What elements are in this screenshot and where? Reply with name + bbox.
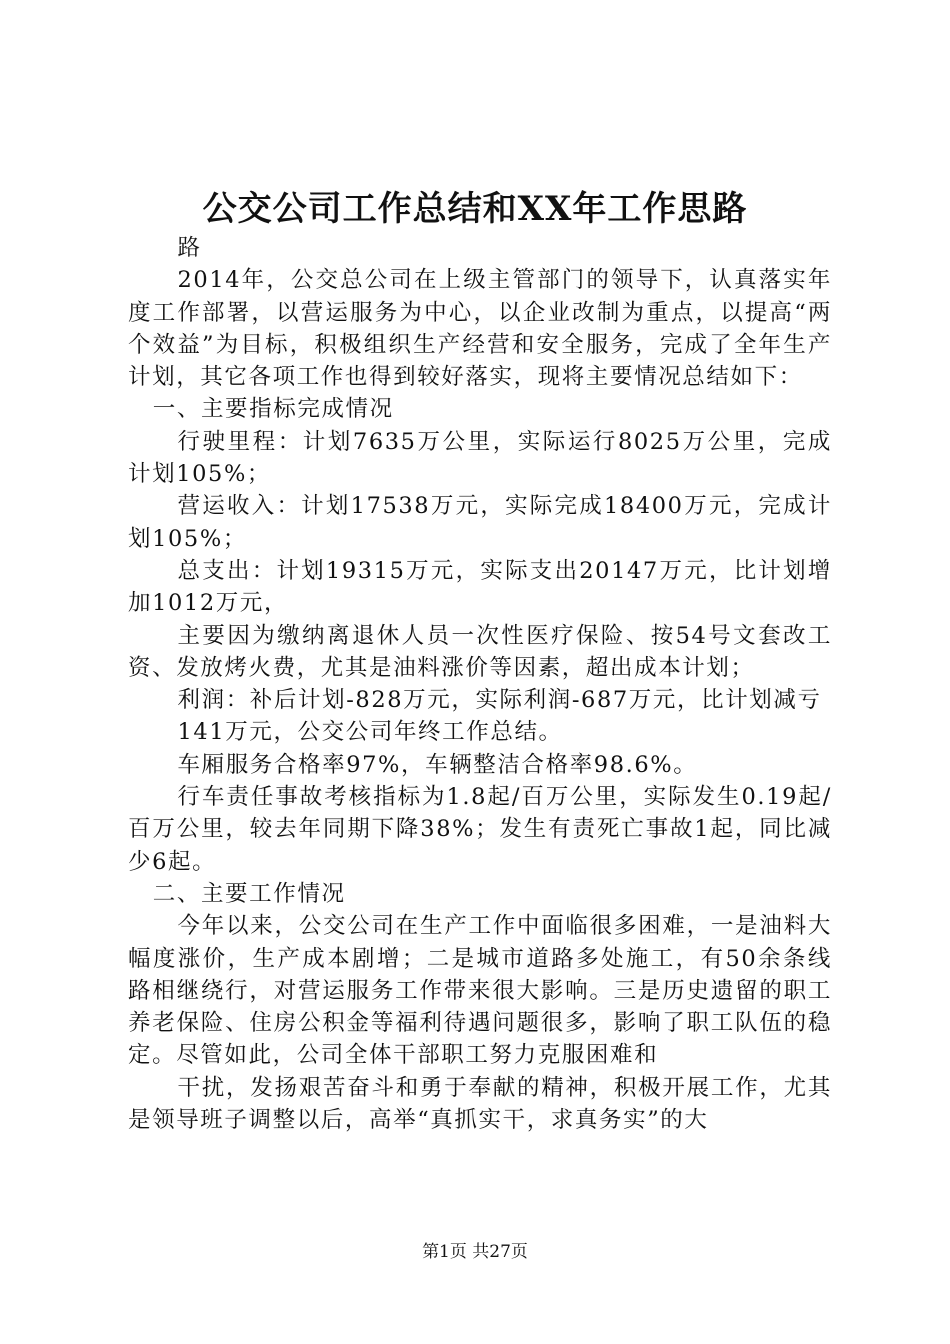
section-heading: 二、主要工作情况: [152, 880, 346, 907]
paragraph: 路: [177, 235, 202, 261]
document-body: [128, 232, 832, 1136]
paragraph: 行车责任事故考核指标为1.8起/百万公里，实际发生0.19起/百万公里，较去年同期下降38%；发生有责死亡事故1起，同比减少6起。: [128, 784, 832, 875]
section-heading: 一、主要指标完成情况: [152, 396, 394, 423]
paragraph: 主要因为缴纳离退休人员一次性医疗保险、按54号文套改工资、发放烤火费，尤其是油料涨价等因素，超出成本计划；: [128, 622, 832, 681]
paragraph: 利润：补后计划-828万元，实际利润-687万元，比计划减亏: [177, 687, 822, 714]
paragraph: 营运收入：计划17538万元，实际完成18400万元，完成计划105%；: [128, 493, 832, 552]
paragraph: 141万元，公交公司年终工作总结。: [177, 719, 563, 746]
paragraph: 行驶里程：计划7635万公里，实际运行8025万公里，完成计划105%；: [128, 428, 832, 488]
paragraph: 车厢服务合格率97%，车辆整洁合格率98.6%。: [177, 751, 698, 778]
paragraph: 总支出：计划19315万元，实际支出20147万元，比计划增加1012万元，: [128, 557, 832, 617]
document-title: 公交公司工作总结和XX年工作思路: [202, 189, 748, 229]
paragraph: 2014年，公交总公司在上级主管部门的领导下，认真落实年度工作部署，以营运服务为中心，以企业改制为重点，以提高“两个效益”为目标，积极组织生产经营和安全服务，完成了全年生产计划，其它各项工作也得到较好落实，现将主要情况总结如下：: [128, 267, 832, 391]
paragraph: 今年以来，公交公司在生产工作中面临很多困难，一是油料大幅度涨价，生产成本剧增；二是城市道路多处施工，有50余条线路相继绕行，对营运服务工作带来很大影响。三是历史遗留的职工养老保险、住房公积金等福利待遇问题很多，影响了职工队伍的稳定。尽管如此，公司全体干部职工努力克服困难和: [128, 913, 832, 1069]
paragraph: 干扰，发扬艰苦奋斗和勇于奉献的精神，积极开展工作，尤其是领导班子调整以后，高举“真抓实干，求真务实”的大: [128, 1074, 832, 1134]
page-number-footer: 第1页 共27页: [422, 1242, 528, 1262]
